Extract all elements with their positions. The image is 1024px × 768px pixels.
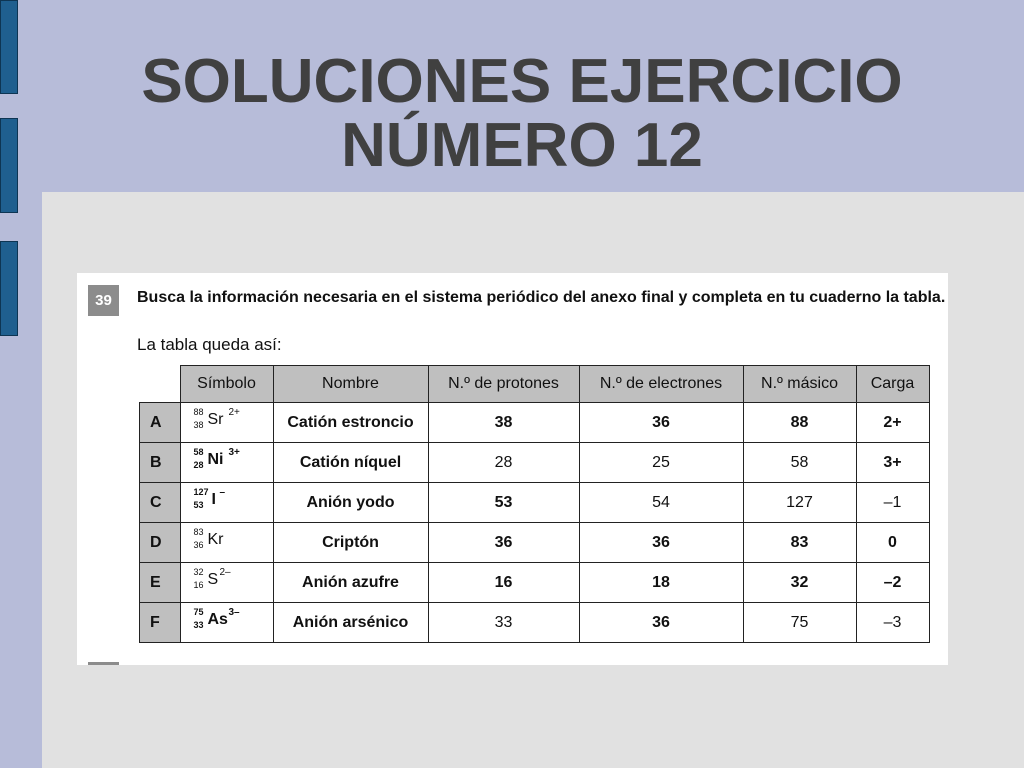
charge-cell: 2+ [856,403,929,443]
mass-number-superscript: 58 [193,447,204,457]
mass-number-cell: 127 [743,483,856,523]
protons-cell: 38 [428,403,579,443]
atomic-number-subscript: 28 [193,460,204,470]
header-mass-number: N.º másico [743,366,856,403]
charge-cell: –1 [856,483,929,523]
ions-table [139,365,930,643]
slide-title-line-2: NÚMERO 12 [341,111,703,180]
charge-cell: –3 [856,603,929,643]
slide-title-line-1: SOLUCIONES EJERCICIO [141,47,903,116]
electrons-cell: 36 [579,523,743,563]
row-label: B [140,443,181,483]
table-row [140,483,930,523]
mass-number-superscript: 83 [193,527,204,537]
nuclide-symbol [192,605,262,635]
element-symbol: As [207,611,228,628]
element-symbol: I [211,491,216,508]
symbol-cell [180,403,273,443]
mass-number-cell: 58 [743,443,856,483]
side-bar-middle [0,118,18,213]
mass-number-cell: 75 [743,603,856,643]
exercise-intro: La tabla queda así: [137,335,282,354]
electrons-cell: 25 [579,443,743,483]
symbol-cell [180,603,273,643]
mass-number-superscript: 88 [193,407,204,417]
nuclide-symbol [192,405,262,435]
ion-name-cell: Criptón [273,523,428,563]
ion-name-cell: Catión estroncio [273,403,428,443]
electrons-cell: 36 [579,403,743,443]
row-label: C [140,483,181,523]
header-charge: Carga [856,366,929,403]
nuclide-symbol [192,485,262,515]
slide-title [20,47,1024,180]
row-label: A [140,403,181,443]
charge-cell: 0 [856,523,929,563]
ion-name-cell: Anión arsénico [273,603,428,643]
header-protons: N.º de protones [428,366,579,403]
symbol-cell [180,523,273,563]
ion-charge-superscript: 3– [228,607,240,618]
mass-number-cell: 32 [743,563,856,603]
nuclide-symbol [192,445,262,475]
atomic-number-subscript: 38 [193,420,204,430]
row-label: E [140,563,181,603]
exercise-number-badge: 39 [88,285,119,316]
atomic-number-subscript: 36 [193,540,204,550]
table-row [140,523,930,563]
table-row [140,443,930,483]
header-symbol: Símbolo [180,366,273,403]
exercise-instruction: Busca la información necesaria en el sistema periódico del anexo final y completa en tu cuaderno la tabla. [137,289,946,306]
atomic-number-subscript: 16 [193,580,204,590]
electrons-cell: 36 [579,603,743,643]
element-symbol: Kr [207,531,224,548]
protons-cell: 33 [428,603,579,643]
symbol-cell [180,483,273,523]
side-bar-bottom [0,241,18,336]
mass-number-cell: 88 [743,403,856,443]
header-blank [140,366,181,403]
protons-cell: 53 [428,483,579,523]
mass-number-superscript: 127 [193,487,209,497]
electrons-cell: 54 [579,483,743,523]
nuclide-symbol [192,525,262,555]
mass-number-superscript: 32 [193,567,204,577]
ion-charge-superscript: 2– [219,567,231,578]
side-bar-top [0,0,18,94]
protons-cell: 16 [428,563,579,603]
ion-charge-superscript: 2+ [228,407,240,418]
protons-cell: 36 [428,523,579,563]
ion-name-cell: Anión yodo [273,483,428,523]
nuclide-symbol [192,565,262,595]
ion-name-cell: Catión níquel [273,443,428,483]
header-electrons: N.º de electrones [579,366,743,403]
table-row [140,603,930,643]
table-row [140,403,930,443]
atomic-number-subscript: 53 [193,500,204,510]
mass-number-cell: 83 [743,523,856,563]
symbol-cell [180,443,273,483]
ion-charge-superscript: 3+ [228,447,240,458]
exercise-sheet [77,273,948,665]
electrons-cell: 18 [579,563,743,603]
symbol-cell [180,563,273,603]
bottom-rule [88,662,119,665]
protons-cell: 28 [428,443,579,483]
table-row [140,563,930,603]
charge-cell: –2 [856,563,929,603]
ion-name-cell: Anión azufre [273,563,428,603]
row-label: F [140,603,181,643]
element-symbol: Sr [207,411,224,428]
row-label: D [140,523,181,563]
atomic-number-subscript: 33 [193,620,204,630]
ion-charge-superscript: – [219,487,226,498]
mass-number-superscript: 75 [193,607,204,617]
table-header-row [140,366,930,403]
header-name: Nombre [273,366,428,403]
charge-cell: 3+ [856,443,929,483]
element-symbol: S [207,571,219,588]
table-body [140,403,930,643]
element-symbol: Ni [207,451,224,468]
